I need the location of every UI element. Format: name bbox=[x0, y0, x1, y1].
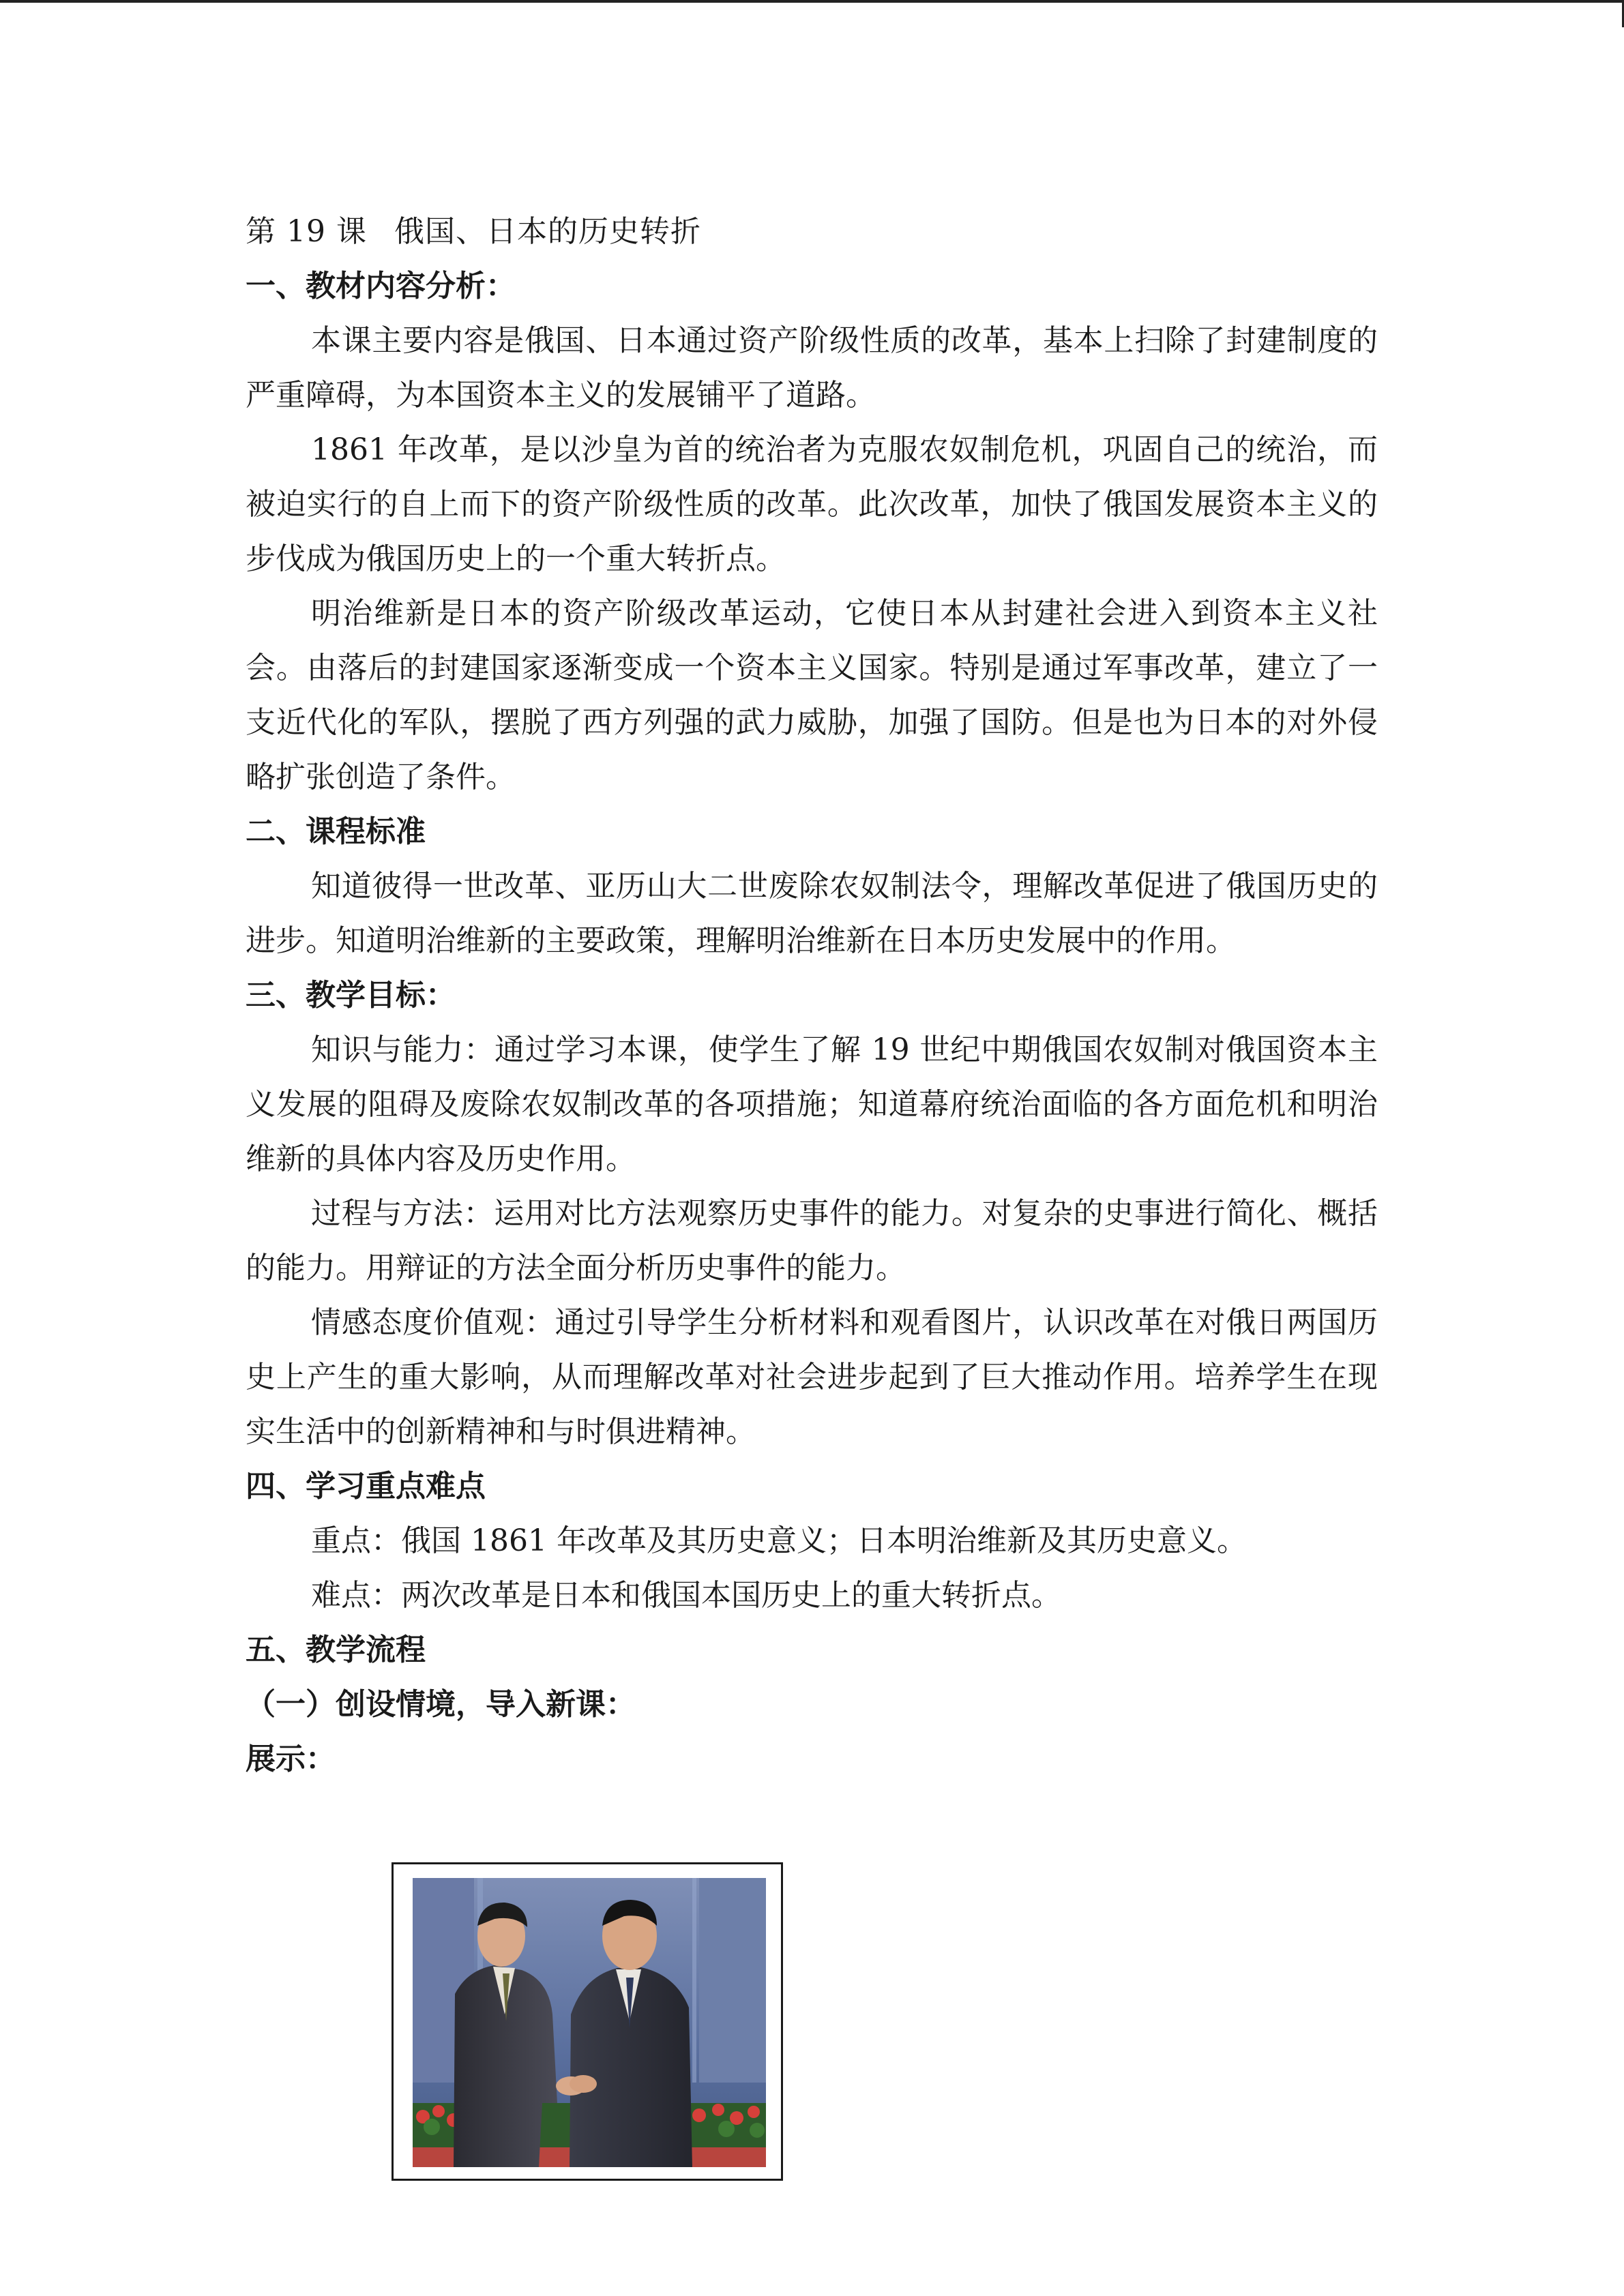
document-body bbox=[246, 205, 1378, 1787]
lesson-name: 俄国、日本的历史转折 bbox=[394, 214, 701, 249]
sub-heading-intro: （一）创设情境，导入新课： bbox=[246, 1687, 636, 1722]
paragraph: 难点：两次改革是日本和俄国本国历史上的重大转折点。 bbox=[311, 1578, 1061, 1613]
section-heading-goals: 三、教学目标： bbox=[246, 978, 456, 1013]
photo-frame bbox=[392, 1862, 783, 2181]
paragraph: 明治维新是日本的资产阶级改革运动，它使日本从封建社会进入到资本主义社会。由落后的封建国家逐渐变成一个资本主义国家。特别是通过军事改革，建立了一支近代化的军队，摆脱了西方列强的武力威胁，加强了国防。但是也为日本的对外侵略扩张创造了条件。 bbox=[246, 596, 1378, 794]
paragraph: 本课主要内容是俄国、日本通过资产阶级性质的改革，基本上扫除了封建制度的严重障碍，为本国资本主义的发展铺平了道路。 bbox=[246, 323, 1378, 413]
handshake-photo bbox=[413, 1878, 766, 2167]
paragraph: 知识与能力：通过学习本课，使学生了解 19 世纪中期俄国农奴制对俄国资本主义发展的阻碍及废除农奴制改革的各项措施；知道幕府统治面临的各方面危机和明治维新的具体内容及历史作用。 bbox=[246, 1032, 1378, 1176]
paragraph: 知道彼得一世改革、亚历山大二世废除农奴制法令，理解改革促进了俄国历史的进步。知道明治维新的主要政策，理解明治维新在日本历史发展中的作用。 bbox=[246, 869, 1378, 958]
top-border bbox=[0, 0, 1624, 3]
paragraph: 情感态度价值观：通过引导学生分析材料和观看图片，认识改革在对俄日两国历史上产生的重大影响，从而理解改革对社会进步起到了巨大推动作用。培养学生在现实生活中的创新精神和与时俱进精神。 bbox=[246, 1305, 1378, 1449]
section-heading-process: 五、教学流程 bbox=[246, 1632, 426, 1667]
lesson-title bbox=[246, 205, 1378, 259]
section-heading-keypoints: 四、学习重点难点 bbox=[246, 1469, 486, 1504]
show-label: 展示： bbox=[246, 1742, 336, 1776]
paragraph: 过程与方法：运用对比方法观察历史事件的能力。对复杂的史事进行简化、概括的能力。用辩证的方法全面分析历史事件的能力。 bbox=[246, 1196, 1378, 1285]
paragraph: 1861 年改革，是以沙皇为首的统治者为克服农奴制危机，巩固自己的统治，而被迫实行的自上而下的资产阶级性质的改革。此次改革，加快了俄国发展资本主义的步伐成为俄国历史上的一个重大转折点。 bbox=[246, 432, 1378, 576]
paragraph: 重点：俄国 1861 年改革及其历史意义；日本明治维新及其历史意义。 bbox=[311, 1523, 1247, 1558]
lesson-number: 第 19 课 bbox=[246, 214, 367, 249]
section-heading-analysis: 一、教材内容分析： bbox=[246, 269, 516, 303]
section-heading-standard: 二、课程标准 bbox=[246, 814, 426, 849]
